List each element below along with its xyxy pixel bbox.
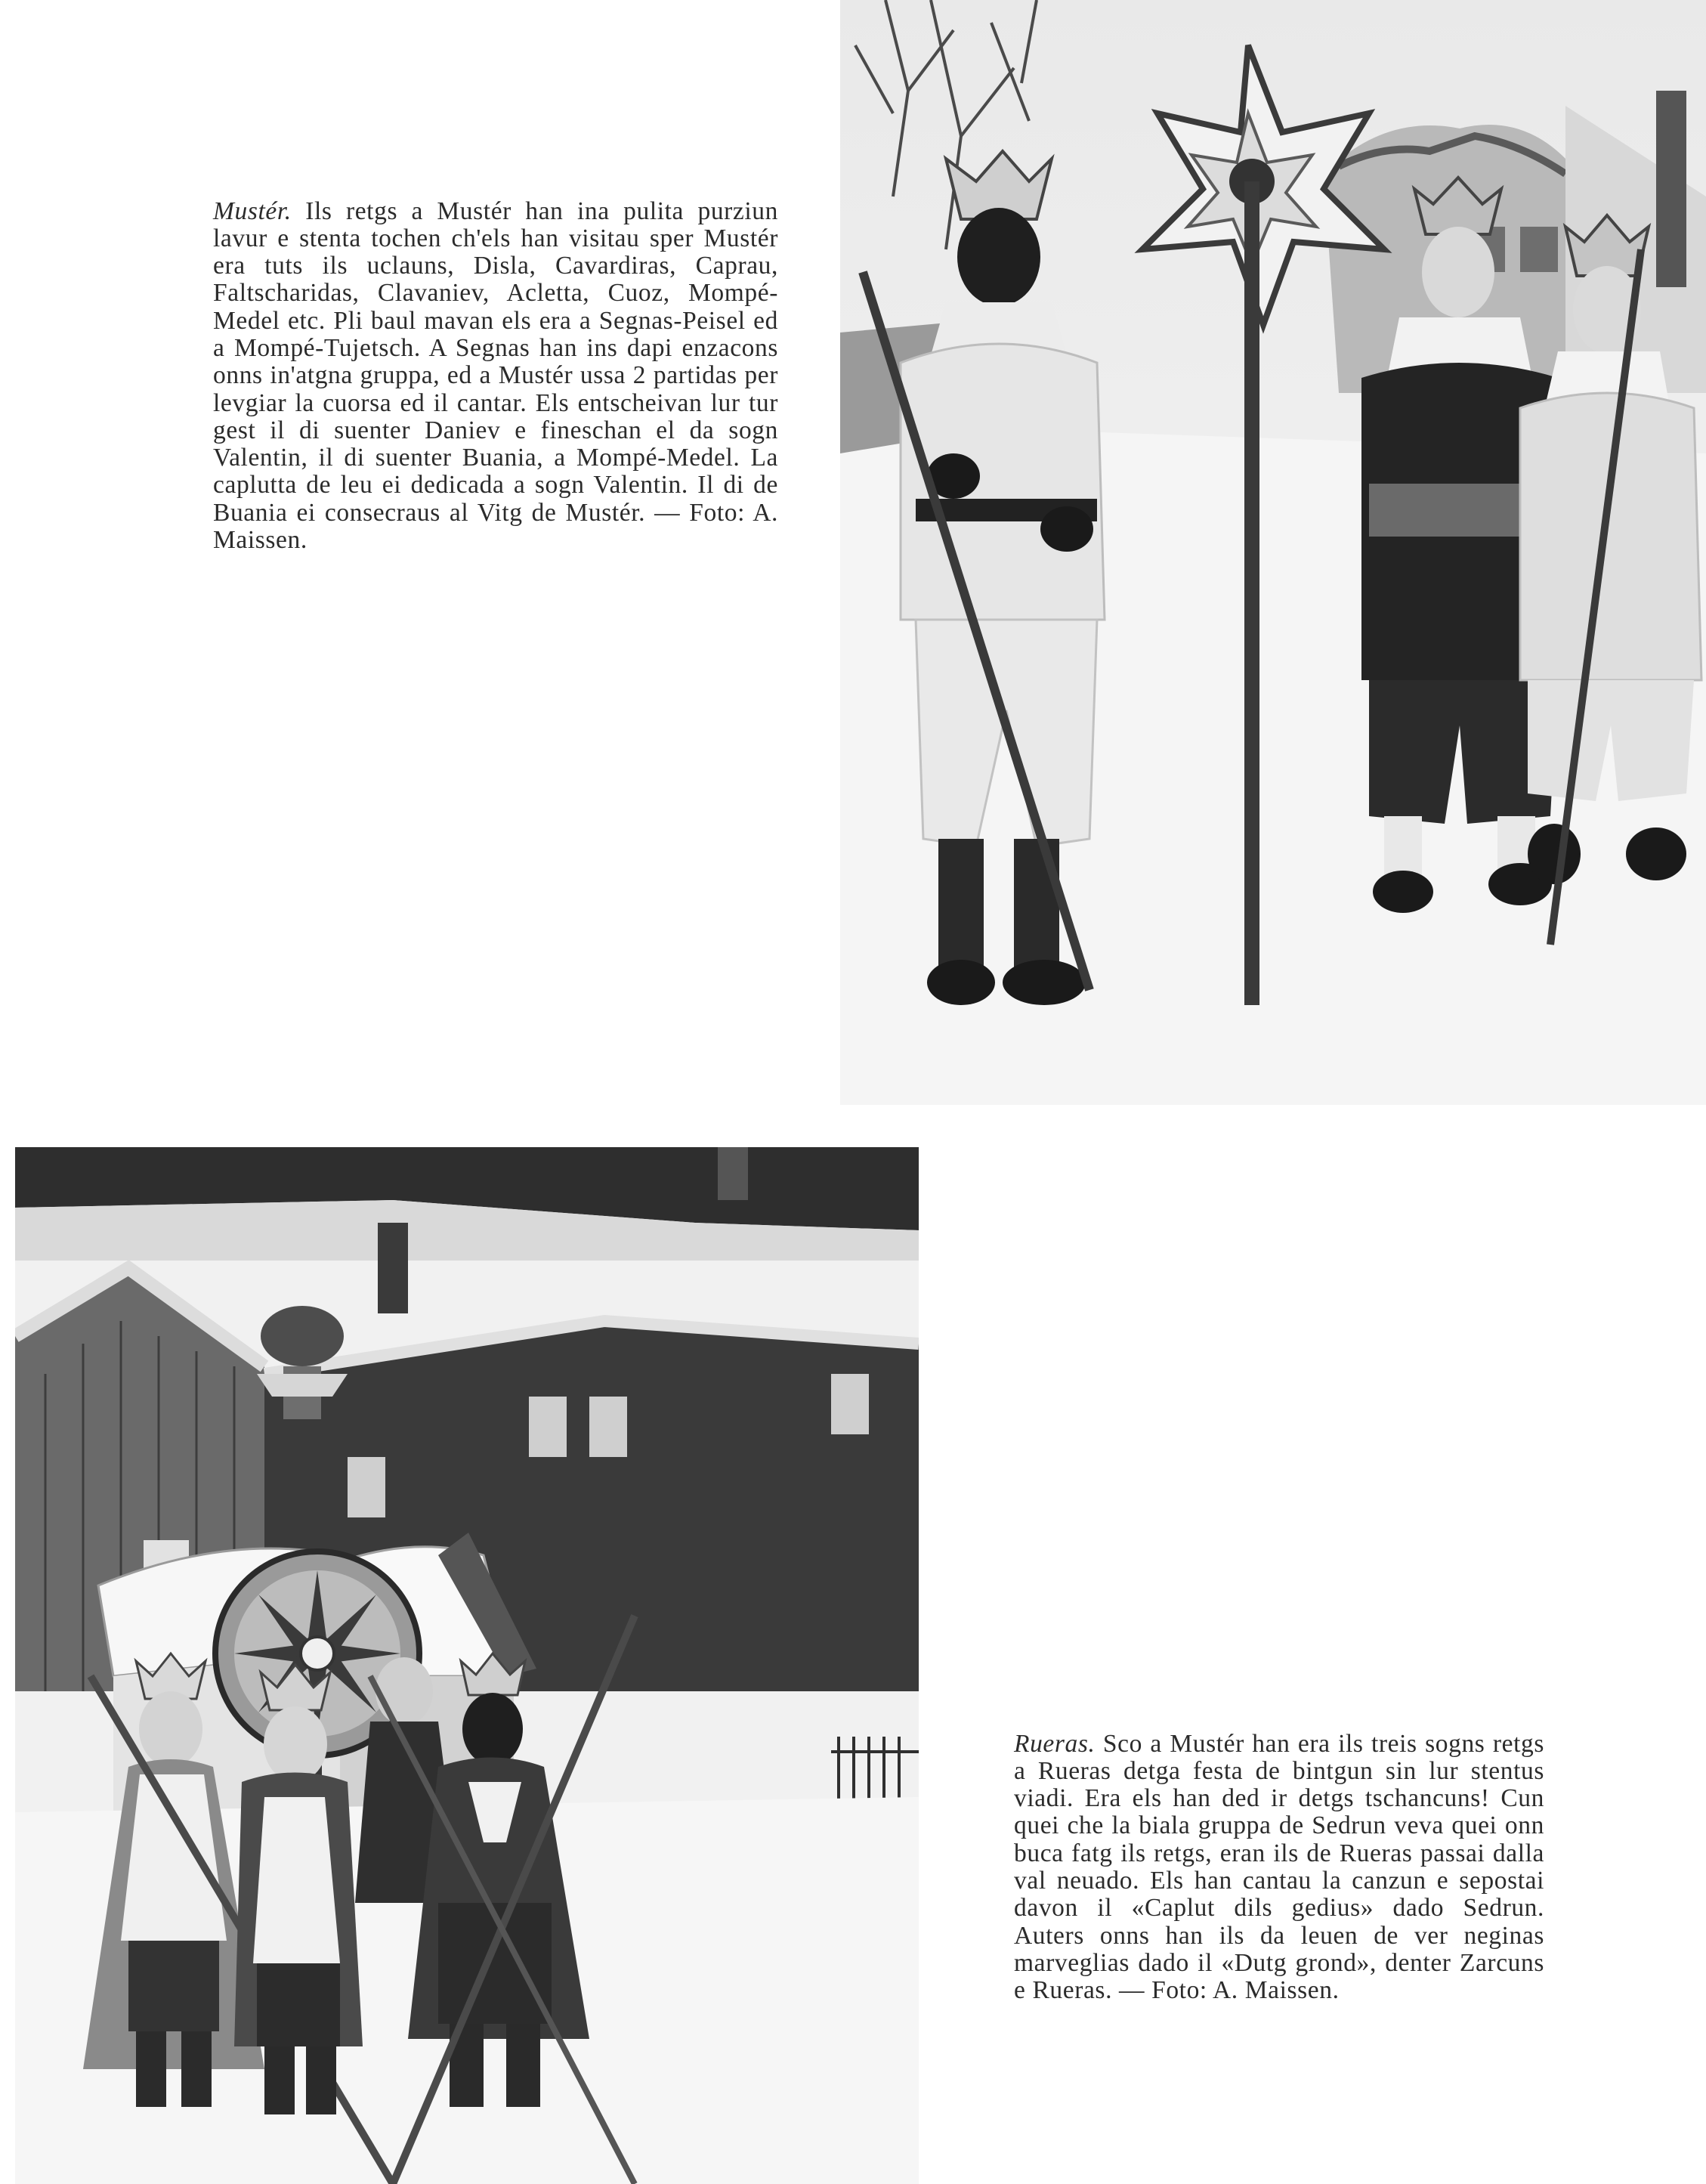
caption-rueras-body: Sco a Mustér han era ils treis sogns retgs a Rueras detga festa de bintgun sin lur stentus viadi. Era els han ded ir detgs tschancuns! Cun quei che la biala gruppa de Sedrun veva quei onn buca fatg ils retgs, eran ils de Rueras passai dalla val neuado. Els han cantau la canzun e sepostai davon il «Caplut dils gedius» dado Sedrun. Auters onns han ils da leuen de ver neginas marveglias dado il «Dutg grond», denter Zarcuns e Rueras. — Foto: A. Maissen. [1014, 1729, 1544, 2005]
rueras-photo-drawing [15, 1147, 919, 2184]
caption-muster [213, 198, 778, 555]
caption-muster-lead: Mustér. [213, 196, 292, 225]
caption-muster-body: Ils retgs a Mustér han ina pulita purziun lavur e stenta tochen ch'els han visitau sper Mustér era tuts ils uclauns, Disla, Cavardiras, Caprau, Faltscharidas, Clavaniev, Acletta, Cuoz, Mompé-Medel etc. Pli baul mavan els era a Segnas-Peisel ed a Mompé-Tujetsch. A Segnas han ins dapi enzacons onns in'atgna gruppa, ed a Mustér ussa 2 partidas per levgiar la cuorsa ed il cantar. Els entscheivan lur tur gest il di suenter Daniev e fineschan el da sogn Valentin, il di suenter Buania, a Mompé-Medel. La caplutta de leu ei dedicada a sogn Valentin. Il di de Buania ei consecraus al Vitg de Mustér. — Foto: A. Maissen. [213, 196, 778, 555]
muster-photo-drawing [840, 0, 1706, 1105]
three-kings-rueras-photo [15, 1147, 919, 2184]
caption-rueras-lead: Rueras. [1014, 1729, 1096, 1758]
caption-rueras [1014, 1731, 1544, 2005]
three-kings-muster-photo [840, 0, 1706, 1105]
